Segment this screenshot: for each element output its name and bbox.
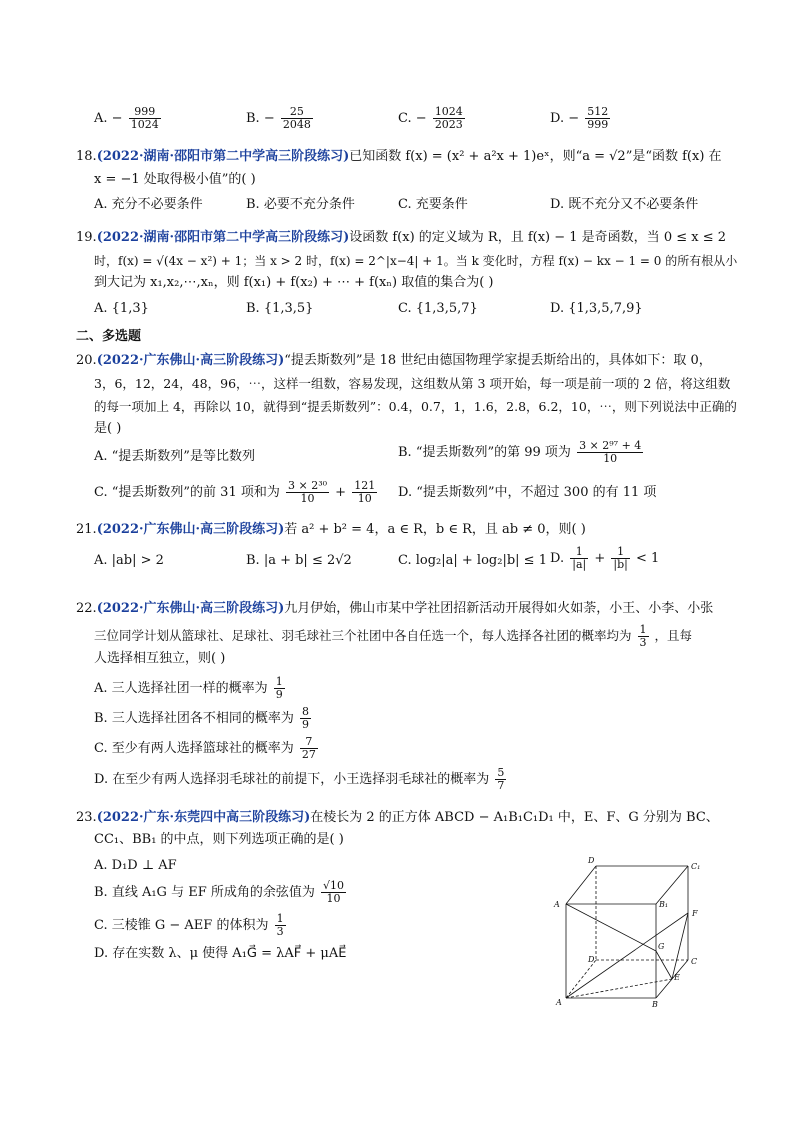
fraction: $\frac{121}{10}$ — [354, 479, 376, 505]
q19-option-c: C. {1,3,5,7} — [398, 301, 478, 316]
q22-option-b: B. 三人选择社团各不相同的概率为 $\frac{8}{9}$ — [94, 705, 309, 731]
q23-option-d: D. 存在实数 λ、μ 使得 A₁G⃗ = λAF⃗ + μAE⃗ — [94, 946, 347, 961]
q23-option-b: B. 直线 A₁G 与 EF 所成角的余弦值为 $\frac{√10}{10}$ — [94, 879, 344, 905]
minus-sign: − — [263, 111, 275, 126]
fraction: $\frac{1}{3}$ — [276, 912, 284, 938]
option-label: D. — [550, 111, 565, 126]
label-d1: D — [588, 856, 595, 865]
q21-stem — [76, 521, 586, 539]
fraction: $\frac{5}{7}$ — [497, 766, 505, 792]
q23-option-c: C. 三棱锥 G − AEF 的体积为 $\frac{1}{3}$ — [94, 912, 284, 938]
q19-stem-line1 — [76, 229, 726, 247]
fraction: $\frac{25}{2048}$ — [282, 105, 311, 131]
label-c1: C₁ — [691, 862, 701, 871]
fraction: $\frac{1}{9}$ — [275, 675, 283, 701]
q22-stem-line3: 人选择相互独立，则( ) — [94, 651, 226, 666]
question-source: (2022·广东佛山·高三阶段练习) — [96, 522, 285, 537]
question-text: 已知函数 f(x) = (x² + a²x + 1)eˣ，则“a = √2”是“函数 f(x) 在 — [349, 149, 722, 164]
q20-stem-line3: 的每一项加上 4，再除以 10，就得到“提丢斯数列”：0.4，0.7，1，1.6，2.8，6.2，10，⋯，则下列说法中正确的 — [94, 399, 737, 414]
q20-stem-line4: 是( ) — [94, 421, 122, 436]
q21-option-c: C. log₂|a| + log₂|b| ≤ 1 — [398, 553, 547, 568]
q19-option-b: B. {1,3,5} — [246, 301, 314, 316]
q20-option-d: D. “提丢斯数列”中，不超过 300 的有 11 项 — [398, 485, 657, 500]
question-number: 20. — [76, 353, 97, 368]
label-f: F — [692, 909, 698, 918]
fraction: $\frac{7}{27}$ — [301, 735, 316, 761]
fraction: $\frac{√10}{10}$ — [322, 879, 344, 905]
minus-sign: − — [568, 111, 580, 126]
q22-stem-line2: 三位同学计划从篮球社、足球社、羽毛球社三个社团中各自任选一个，每人选择各社团的概率均为 $\frac{1}{3}$ ，且每 — [94, 623, 692, 649]
fraction: $\frac{512}{999}$ — [587, 105, 609, 131]
question-text: 设函数 f(x) 的定义域为 R，且 f(x) − 1 是奇函数，当 0 ≤ x ≤ 2 — [349, 230, 727, 245]
q22-option-c: C. 至少有两人选择篮球社的概率为 $\frac{7}{27}$ — [94, 735, 316, 761]
edge-b1c1 — [656, 866, 688, 904]
q18-option-b: B. 必要不充分条件 — [246, 197, 355, 212]
fraction: $\frac{\text{3 × 2³⁰}}{10}$ — [288, 479, 328, 505]
fraction: $\frac{999}{1024}$ — [130, 105, 159, 131]
question-text: 若 a² + b² = 4，a ∈ R，b ∈ R，且 ab ≠ 0，则( ) — [284, 522, 586, 537]
question-number: 21. — [76, 522, 97, 537]
q17-option-c — [398, 106, 467, 131]
question-source: (2022·广东佛山·高三阶段练习) — [96, 601, 285, 616]
q17-option-b — [246, 106, 315, 131]
q21-option-a: A. |ab| > 2 — [94, 553, 164, 568]
q21-option-d: D. $\frac{1}{|a|}$ + $\frac{1}{|b|}$ < 1 — [550, 545, 660, 571]
q20-stem-line1 — [76, 352, 712, 370]
label-d: D — [588, 955, 595, 964]
segment-a1g — [566, 904, 656, 951]
label-c: C — [691, 957, 698, 966]
q18-option-a: A. 充分不必要条件 — [94, 197, 203, 212]
q20-option-c: C. “提丢斯数列”的前 31 项和为 $\frac{\text{3 × 2³⁰}}{10}$ + $\frac{121}{10}$ — [94, 479, 376, 505]
option-label: B. — [246, 111, 260, 126]
fraction: $\frac{1024}{2023}$ — [434, 105, 463, 131]
question-source: (2022·湖南·邵阳市第二中学高三阶段练习) — [96, 230, 350, 245]
question-source: (2022·广东·东莞四中高三阶段练习) — [96, 810, 311, 825]
q21-option-b: B. |a + b| ≤ 2√2 — [246, 553, 352, 568]
q22-stem-line1 — [76, 600, 713, 618]
question-text: 在棱长为 2 的正方体 ABCD − A₁B₁C₁D₁ 中，E、F、G 分别为 BC、 — [310, 810, 719, 825]
question-number: 18. — [76, 149, 97, 164]
q19-stem-line2: 时，f(x) = √(4x − x²) + 1；当 x > 2 时，f(x) = 2^|x−4| + 1。当 k 变化时，方程 f(x) − kx − 1 = 0 的所有根从小 — [94, 254, 738, 268]
q22-option-a: A. 三人选择社团一样的概率为 $\frac{1}{9}$ — [94, 675, 283, 701]
q20-option-a: A. “提丢斯数列”是等比数列 — [94, 449, 255, 464]
fraction: $\frac{1}{|b|}$ — [613, 545, 628, 571]
q19-option-d: D. {1,3,5,7,9} — [550, 301, 643, 316]
option-label: A. — [94, 111, 108, 126]
q19-stem-line3: 到大记为 x₁,x₂,⋯,xₙ，则 f(x₁) + f(x₂) + ⋯ + f(xₙ) 取值的集合为( ) — [94, 275, 494, 290]
label-b: B — [652, 1000, 658, 1008]
fraction: $\frac{\text{3 × 2⁹⁷ + 4}}{10}$ — [579, 439, 642, 465]
option-label: C. — [398, 111, 412, 126]
question-text: 九月伊始，佛山市某中学社团招新活动开展得如火如荼，小王、小李、小张 — [284, 601, 714, 616]
q18-stem-line1 — [76, 148, 722, 166]
q17-option-d — [550, 106, 612, 131]
q20-stem-line2: 3，6，12，24，48，96，⋯，这样一组数，容易发现，这组数从第 3 项开始，每一项是前一项的 2 倍，将这组数 — [94, 376, 731, 391]
label-a1: A — [554, 900, 560, 909]
question-number: 23. — [76, 810, 97, 825]
cube-figure — [548, 852, 712, 1008]
question-source: (2022·湖南·邵阳市第二中学高三阶段练习) — [96, 149, 350, 164]
edge-a1d1 — [566, 866, 596, 904]
section-heading: 二、多选题 — [76, 329, 142, 344]
label-g: G — [658, 942, 665, 951]
q22-option-d: D. 在至少有两人选择羽毛球社的前提下，小王选择羽毛球社的概率为 $\frac{5}{7}$ — [94, 766, 505, 792]
edge-ad-hidden — [566, 960, 596, 998]
fraction: $\frac{1}{|a|}$ — [572, 545, 587, 571]
question-source: (2022·广东佛山·高三阶段练习) — [96, 353, 285, 368]
question-text: “提丢斯数列”是 18 世纪由德国物理学家提丢斯给出的，具体如下：取 0， — [284, 353, 712, 368]
fraction: $\frac{8}{9}$ — [301, 705, 309, 731]
label-e: E — [674, 973, 680, 982]
minus-sign: − — [111, 111, 123, 126]
q23-option-a: A. D₁D ⊥ AF — [94, 858, 177, 873]
segment-af — [566, 913, 688, 998]
label-b1: B₁ — [659, 900, 669, 909]
question-number: 19. — [76, 230, 97, 245]
q18-option-c: C. 充要条件 — [398, 197, 468, 212]
segment-ge — [656, 951, 672, 979]
q19-option-a: A. {1,3} — [94, 301, 149, 316]
fraction: $\frac{1}{3}$ — [639, 623, 647, 649]
q23-stem-line2: CC₁、BB₁ 的中点，则下列选项正确的是( ) — [94, 832, 344, 847]
q18-option-d: D. 既不充分又不必要条件 — [550, 197, 699, 212]
q18-stem-line2: x = −1 处取得极小值”的( ) — [94, 172, 256, 187]
minus-sign: − — [415, 111, 427, 126]
q20-option-b: B. “提丢斯数列”的第 99 项为 $\frac{\text{3 × 2⁹⁷ + 4}}{10}$ — [398, 439, 642, 465]
question-number: 22. — [76, 601, 97, 616]
label-a: A — [556, 998, 562, 1007]
q23-stem-line1 — [76, 809, 719, 827]
q17-option-a — [94, 106, 163, 131]
